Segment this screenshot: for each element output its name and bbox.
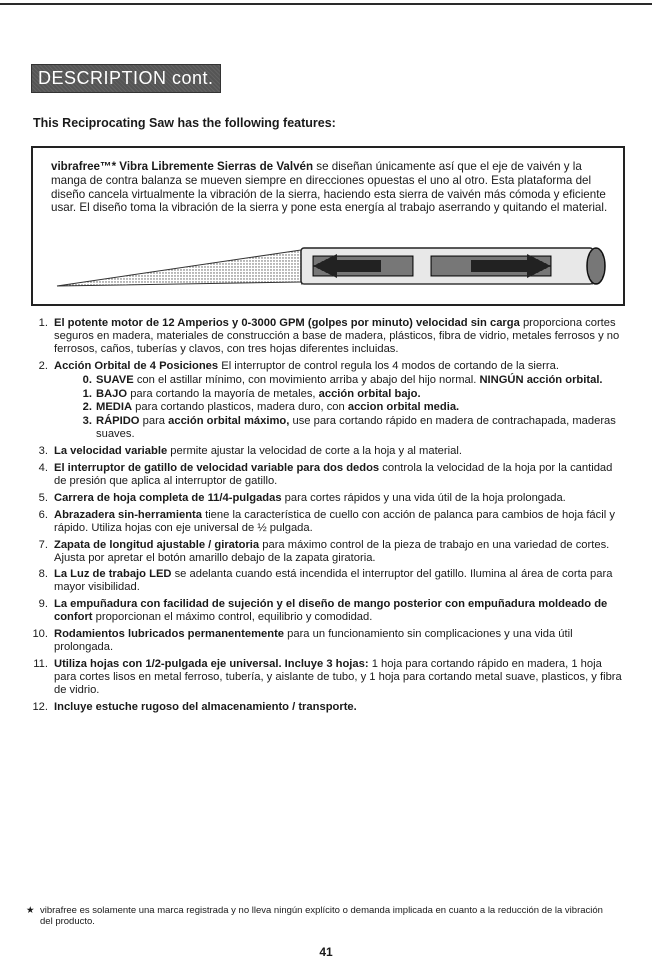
feature-item: 5. Carrera de hoja completa de 11/4-pulgadas para cortes rápidos y una vida útil de la hoja prolongada. — [38, 491, 566, 504]
feature-item: 12. Incluye estuche rugoso del almacenamiento / transporte. — [32, 700, 357, 713]
section-heading: DESCRIPTION cont. — [31, 64, 221, 93]
orbital-mode: 0. SUAVE con el astillar mínimo, con movimiento arriba y abajo del hijo normal. NINGÚN acción orbital. — [82, 373, 603, 386]
orbital-mode: 2. MEDIA para cortando plasticos, madera duro, con accion orbital media. — [82, 401, 460, 414]
feature-item: 6. Abrazadera sin-herramienta tiene la característica de cuello con acción de palanca para cambios de hoja fácil y rápido. Utiliza hojas con eje universal de ½ pulgada. — [38, 508, 615, 534]
feature-item: 3. La velocidad variable permite ajustar la velocidad de corte a la hoja y al material. — [38, 445, 462, 458]
vibrafree-text: se diseñan únicamente así que el eje de vaivén y la manga de contra balanza se mueven siempre en direcciones opuestas el uno al otro. Esta plataforma del diseño cancela virtualmente la vibración de la sierra, haciendo esta sierra de vaivén más cómoda y eficiente usar. El diseño toma la vibración de la sierra y pone esta energía al trabajo aserrando y quitando el material. — [51, 160, 608, 215]
feature-item: 7. Zapata de longitud ajustable / giratoria para máximo control de la pieza de trabajo en una variedad de cortes. Ajusta por apretar el botón amarillo debajo de la zapata giratoria. — [38, 538, 610, 564]
feature-item: 1. El potente motor de 12 Amperios y 0-3000 GPM (golpes por minuto) velocidad sin carga proporciona cortes seguros en madera, materiales de construcción a base de madera, plásticos, fibra de vidrio, metales ferrosos y no ferrosos, caños, tuberías y clavos, con tres hojas diferentes incluidas. — [38, 317, 620, 355]
feature-item: 10. Rodamientos lubricados permanentemente para un funcionamiento sin complicaciones y una vida útil prolongada. — [32, 628, 573, 653]
footnote-text: vibrafree es solamente una marca registrada y no lleva ningún explícito o demanda implicada en cuanto a la reducción de la vibración del producto. — [40, 905, 603, 927]
feature-item: 11. Utiliza hojas con 1/2-pulgada eje universal. Incluye 3 hojas: 1 hoja para cortando rápido en madera, 1 hoja para cortes lisos en metal ferroso, tubería, y aislante de tubo, y 1 hoja para cortando metal suave, plasticos, y fibra de vidrio. — [33, 657, 622, 696]
vibration-cancel-illustration — [51, 236, 607, 296]
vibrafree-description — [51, 160, 611, 215]
orbital-mode: 1. BAJO para cortando la mayoría de metales, acción orbital bajo. — [82, 387, 421, 400]
orbital-mode: 3. RÁPIDO para acción orbital máximo, use para cortando rápido en madera de contrachapada, maderas suaves. — [82, 415, 616, 441]
intro-line: This Reciprocating Saw has the following features: — [33, 116, 336, 130]
vibrafree-title: vibrafree™* Vibra Libremente Sierras de Valvén — [51, 160, 314, 173]
feature-item: 2. Acción Orbital de 4 Posiciones El interruptor de control regula los 4 modos de cortando de la sierra. 0. SUAVE con el astillar mínimo, con movimiento arriba y abajo del hijo normal. NINGÚN acción orbital. 1. BAJO para cortando la mayoría de metales, acción orbital bajo. 2. MEDIA para cortando plasticos, madera duro, con accion orbital media. 3. RÁPIDO para acción orbital máximo, use para cortando rápido en madera de contrachapada, maderas suaves. — [14, 360, 624, 441]
top-rule — [0, 3, 652, 5]
feature-item: 8. La Luz de trabajo LED se adelanta cuando está incendida el interruptor del gatillo. Ilumina al área de corta para mayor visibilidad. — [38, 568, 613, 594]
feature-list — [14, 317, 624, 717]
feature-item: 9. La empuñadura con facilidad de sujeción y el diseño de mango posterior con empuñadura moldeado de confort proporcionan el máximo control, equilibrio y comodidad. — [38, 598, 608, 624]
page-number: 41 — [319, 945, 333, 959]
star-icon: ★ — [26, 905, 35, 916]
footnote — [26, 905, 616, 927]
feature-item: 4. El interruptor de gatillo de velocidad variable para dos dedos controla la velocidad de la hoja por la cantidad de presión que aplica al interruptor de gatillo. — [38, 462, 613, 487]
vibrafree-box — [31, 146, 625, 306]
